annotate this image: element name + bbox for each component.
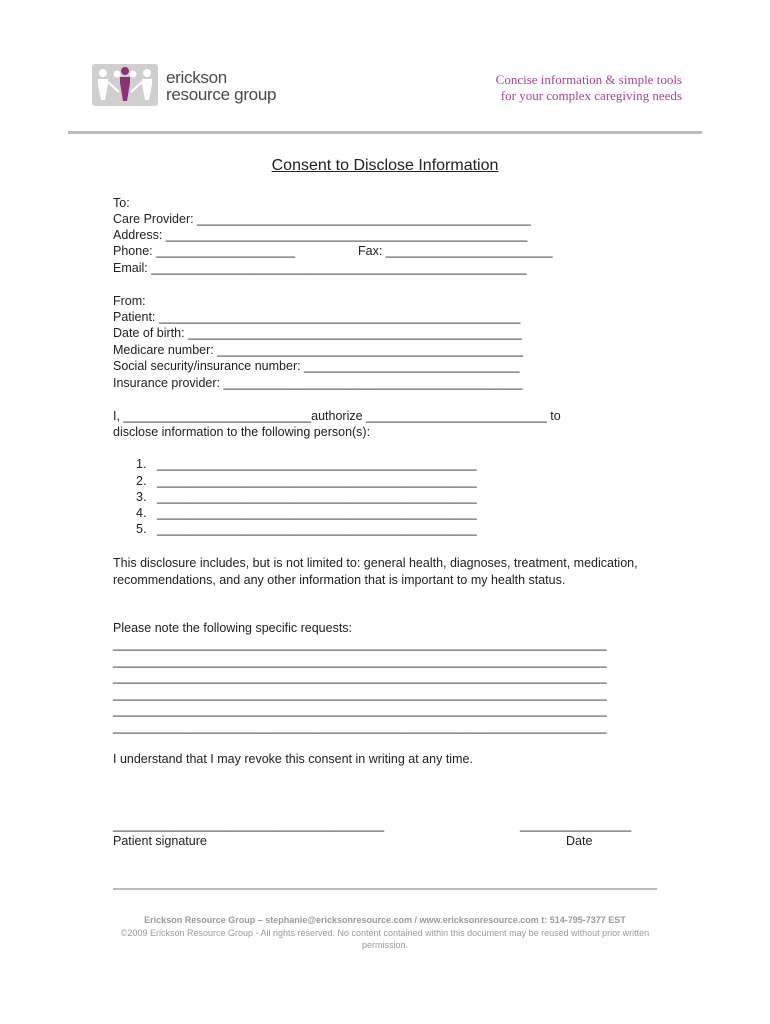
authorize-line[interactable]: I, ___________________________authorize __________________________ to — [113, 409, 561, 423]
revoke-statement: I understand that I may revoke this consent in writing at any time. — [113, 752, 473, 766]
brand-name — [166, 69, 276, 103]
person-item-2[interactable]: 2. ______________________________________________ — [136, 474, 477, 488]
phone-field[interactable]: Phone: ____________________ — [113, 244, 296, 258]
request-line-3[interactable]: _______________________________________________________________________ — [113, 670, 607, 684]
person-item-1[interactable]: 1. ______________________________________________ — [136, 457, 477, 471]
brand-line-1: erickson — [166, 68, 227, 87]
date-of-birth-field[interactable]: Date of birth: ________________________________________________ — [113, 326, 522, 340]
person-item-4[interactable]: 4. ______________________________________________ — [136, 506, 477, 520]
signature-label: Patient signature — [113, 834, 207, 848]
fax-field[interactable]: Fax: ________________________ — [358, 244, 553, 258]
request-line-1[interactable]: _______________________________________________________________________ — [113, 637, 607, 651]
request-line-6[interactable]: _______________________________________________________________________ — [113, 720, 607, 734]
person-item-5[interactable]: 5. ______________________________________________ — [136, 522, 477, 536]
patient-field[interactable]: Patient: ____________________________________________________ — [113, 310, 521, 324]
to-label: To: — [113, 196, 130, 210]
address-field[interactable]: Address: ____________________________________________________ — [113, 228, 528, 242]
signature-line[interactable]: _______________________________________ — [113, 818, 385, 832]
tagline-line-2: for your complex caregiving needs — [500, 88, 682, 103]
authorize-line-2: disclose information to the following person(s): — [113, 425, 371, 439]
date-line[interactable]: ________________ — [520, 818, 632, 832]
document-title: Consent to Disclose Information — [271, 157, 499, 174]
from-label: From: — [113, 294, 146, 308]
brand-line-2: resource group — [166, 85, 277, 104]
people-logo-icon — [92, 64, 158, 106]
social-security-field[interactable]: Social security/insurance number: _______________________________ — [113, 359, 520, 373]
care-provider-field[interactable]: Care Provider: ________________________________________________ — [113, 212, 531, 226]
medicare-number-field[interactable]: Medicare number: ____________________________________________ — [113, 343, 524, 357]
footer-divider — [113, 888, 657, 890]
logo-icon — [92, 64, 158, 106]
footer — [100, 914, 670, 952]
disclosure-paragraph: This disclosure includes, but is not limited to: general health, diagnoses, treatment, medication, recommendations, and any other information that is important to my health status. — [113, 556, 638, 587]
tagline — [430, 72, 682, 104]
date-label: Date — [566, 834, 593, 848]
request-line-4[interactable]: _______________________________________________________________________ — [113, 687, 607, 701]
requests-label: Please note the following specific requests: — [113, 621, 353, 635]
footer-contact: Erickson Resource Group – stephanie@ericksonresource.com / www.ericksonresource.com t: 514-795-7377 EST — [144, 915, 626, 925]
tagline-line-1: Concise information & simple tools — [495, 72, 682, 87]
insurance-provider-field[interactable]: Insurance provider: ___________________________________________ — [113, 376, 523, 390]
request-line-2[interactable]: _______________________________________________________________________ — [113, 654, 607, 668]
footer-copyright: ©2009 Erickson Resource Group - All rights reserved. No content contained within this document may be reused without prior written permission. — [120, 927, 650, 950]
request-line-5[interactable]: _______________________________________________________________________ — [113, 703, 607, 717]
email-field[interactable]: Email: ______________________________________________________ — [113, 261, 527, 275]
header-divider — [68, 131, 702, 134]
person-item-3[interactable]: 3. ______________________________________________ — [136, 490, 477, 504]
